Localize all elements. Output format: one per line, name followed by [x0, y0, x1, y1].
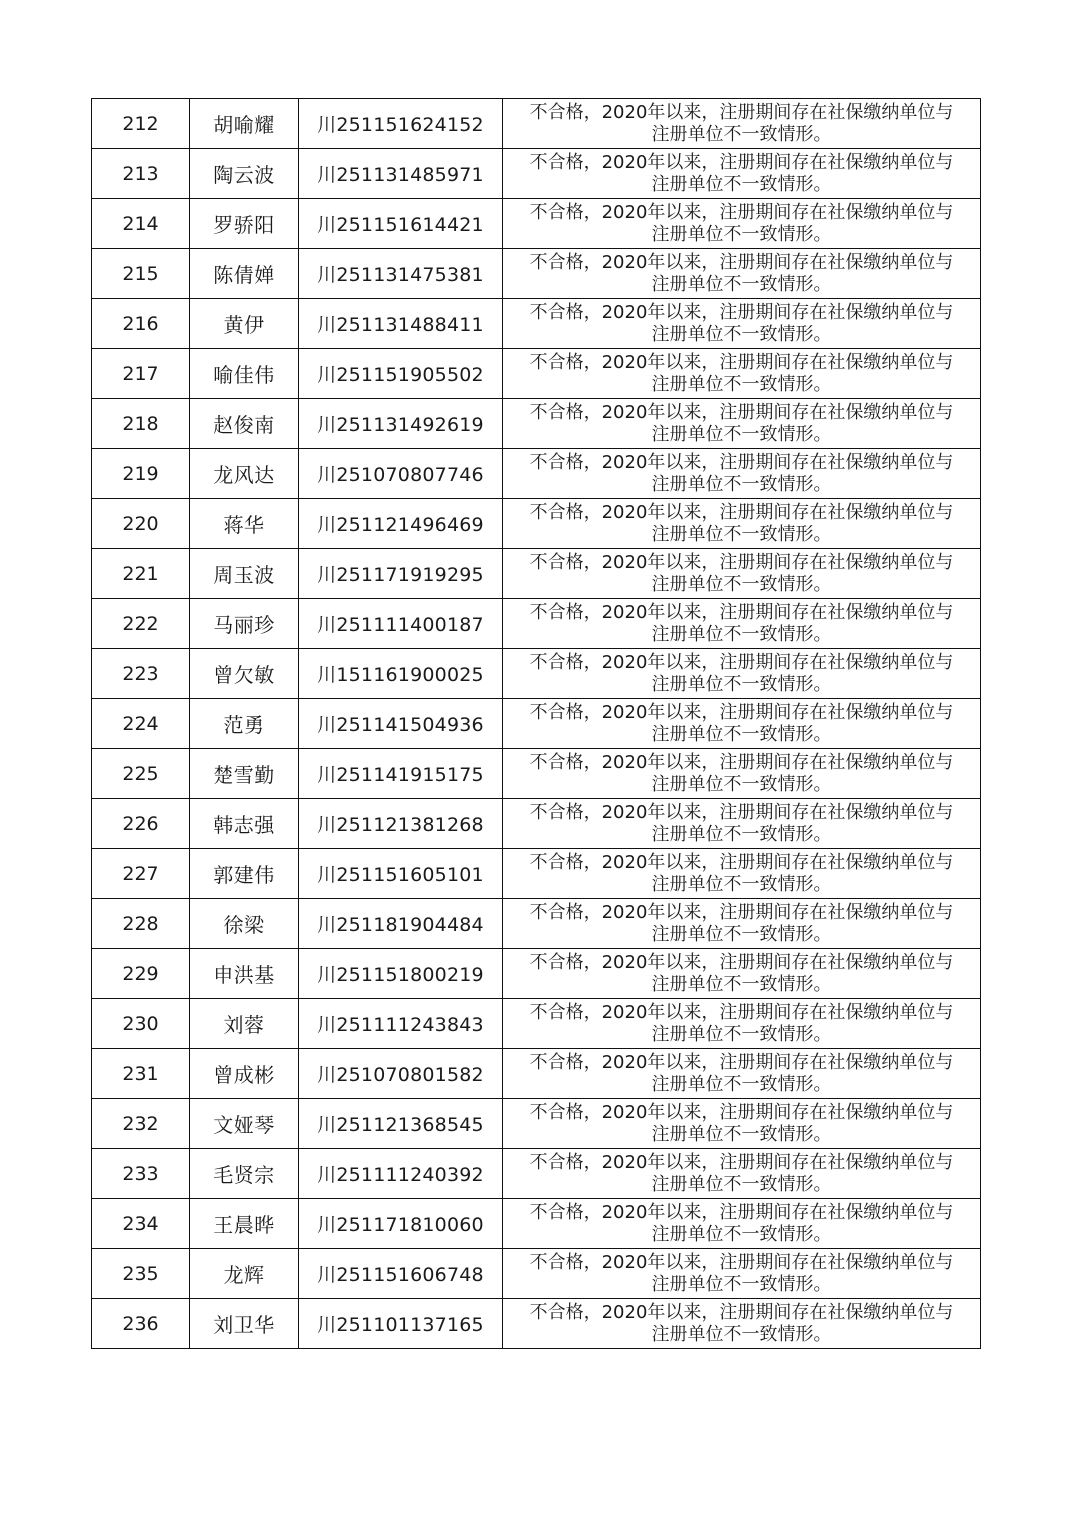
review-result-line-1: 不合格，2020年以来，注册期间存在社保缴纳单位与: [529, 1051, 954, 1073]
certificate-number: 川251131485971: [299, 149, 503, 199]
person-name: 陶云波: [190, 149, 299, 199]
row-number: 235: [92, 1249, 190, 1299]
review-result-line-1: 不合格，2020年以来，注册期间存在社保缴纳单位与: [529, 551, 954, 573]
review-result: [503, 649, 981, 699]
row-number: 214: [92, 199, 190, 249]
review-result: [503, 149, 981, 199]
table-row: [92, 899, 981, 949]
review-result-line-1: 不合格，2020年以来，注册期间存在社保缴纳单位与: [529, 1151, 954, 1173]
table-row: [92, 849, 981, 899]
person-name: 陈倩婵: [190, 249, 299, 299]
person-name: 罗骄阳: [190, 199, 299, 249]
review-result-line-2: 注册单位不一致情形。: [651, 923, 832, 945]
person-name: 龙辉: [190, 1249, 299, 1299]
review-result-line-2: 注册单位不一致情形。: [651, 1273, 832, 1295]
review-result-line-2: 注册单位不一致情形。: [651, 373, 832, 395]
review-result-line-1: 不合格，2020年以来，注册期间存在社保缴纳单位与: [529, 101, 954, 123]
certificate-number: 川251131475381: [299, 249, 503, 299]
table-row: [92, 1299, 981, 1349]
person-name: 申洪基: [190, 949, 299, 999]
certificate-number: 川251141504936: [299, 699, 503, 749]
review-result: [503, 849, 981, 899]
person-name: 刘蓉: [190, 999, 299, 1049]
person-name: 韩志强: [190, 799, 299, 849]
row-number: 216: [92, 299, 190, 349]
review-result-line-1: 不合格，2020年以来，注册期间存在社保缴纳单位与: [529, 401, 954, 423]
certificate-number: 川251121368545: [299, 1099, 503, 1149]
table-row: [92, 299, 981, 349]
row-number: 229: [92, 949, 190, 999]
table-row: [92, 99, 981, 149]
person-name: 龙风达: [190, 449, 299, 499]
person-name: 文娅琴: [190, 1099, 299, 1149]
person-name: 王晨晔: [190, 1199, 299, 1249]
review-result-line-2: 注册单位不一致情形。: [651, 673, 832, 695]
certificate-number: 川151161900025: [299, 649, 503, 699]
table-row: [92, 499, 981, 549]
review-result-line-2: 注册单位不一致情形。: [651, 473, 832, 495]
review-result-line-2: 注册单位不一致情形。: [651, 173, 832, 195]
review-result-line-2: 注册单位不一致情形。: [651, 723, 832, 745]
certificate-number: 川251111240392: [299, 1149, 503, 1199]
person-name: 蒋华: [190, 499, 299, 549]
person-name: 喻佳伟: [190, 349, 299, 399]
review-result-line-1: 不合格，2020年以来，注册期间存在社保缴纳单位与: [529, 901, 954, 923]
certificate-number: 川251171810060: [299, 1199, 503, 1249]
review-result: [503, 1099, 981, 1149]
review-result: [503, 499, 981, 549]
table-row: [92, 699, 981, 749]
review-result-line-2: 注册单位不一致情形。: [651, 1123, 832, 1145]
table-row: [92, 799, 981, 849]
review-result: [503, 99, 981, 149]
row-number: 212: [92, 99, 190, 149]
review-result-line-2: 注册单位不一致情形。: [651, 823, 832, 845]
review-result-line-1: 不合格，2020年以来，注册期间存在社保缴纳单位与: [529, 801, 954, 823]
row-number: 220: [92, 499, 190, 549]
review-result-line-2: 注册单位不一致情形。: [651, 273, 832, 295]
person-name: 曾成彬: [190, 1049, 299, 1099]
review-result-line-2: 注册单位不一致情形。: [651, 773, 832, 795]
person-name: 曾欠敏: [190, 649, 299, 699]
table-row: [92, 1149, 981, 1199]
review-result-line-2: 注册单位不一致情形。: [651, 1323, 832, 1345]
review-result-line-2: 注册单位不一致情形。: [651, 1023, 832, 1045]
review-result: [503, 1299, 981, 1349]
review-result-line-2: 注册单位不一致情形。: [651, 973, 832, 995]
review-result-line-1: 不合格，2020年以来，注册期间存在社保缴纳单位与: [529, 251, 954, 273]
review-result-line-1: 不合格，2020年以来，注册期间存在社保缴纳单位与: [529, 201, 954, 223]
review-result-line-2: 注册单位不一致情形。: [651, 323, 832, 345]
review-result: [503, 299, 981, 349]
person-name: 毛贤宗: [190, 1149, 299, 1199]
review-result: [503, 1149, 981, 1199]
certificate-number: 川251101137165: [299, 1299, 503, 1349]
certificate-number: 川251131488411: [299, 299, 503, 349]
review-result: [503, 549, 981, 599]
row-number: 226: [92, 799, 190, 849]
person-name: 郭建伟: [190, 849, 299, 899]
row-number: 236: [92, 1299, 190, 1349]
review-result-line-2: 注册单位不一致情形。: [651, 1223, 832, 1245]
review-result-line-2: 注册单位不一致情形。: [651, 623, 832, 645]
review-result-line-1: 不合格，2020年以来，注册期间存在社保缴纳单位与: [529, 301, 954, 323]
certificate-number: 川251111243843: [299, 999, 503, 1049]
review-result: [503, 999, 981, 1049]
row-number: 224: [92, 699, 190, 749]
table-row: [92, 349, 981, 399]
review-result: [503, 249, 981, 299]
review-result-line-1: 不合格，2020年以来，注册期间存在社保缴纳单位与: [529, 501, 954, 523]
review-result: [503, 349, 981, 399]
table-row: [92, 749, 981, 799]
certificate-number: 川251151905502: [299, 349, 503, 399]
person-name: 赵俊南: [190, 399, 299, 449]
table-row: [92, 649, 981, 699]
certificate-number: 川251151800219: [299, 949, 503, 999]
review-result-line-2: 注册单位不一致情形。: [651, 873, 832, 895]
person-name: 范勇: [190, 699, 299, 749]
table-row: [92, 549, 981, 599]
certificate-number: 川251151614421: [299, 199, 503, 249]
certificate-number: 川251121381268: [299, 799, 503, 849]
row-number: 231: [92, 1049, 190, 1099]
table-row: [92, 399, 981, 449]
table-row: [92, 949, 981, 999]
row-number: 213: [92, 149, 190, 199]
review-result-line-2: 注册单位不一致情形。: [651, 523, 832, 545]
certificate-number: 川251111400187: [299, 599, 503, 649]
certificate-number: 川251121496469: [299, 499, 503, 549]
person-name: 马丽珍: [190, 599, 299, 649]
review-result-line-1: 不合格，2020年以来，注册期间存在社保缴纳单位与: [529, 451, 954, 473]
table-row: [92, 1249, 981, 1299]
review-result-line-2: 注册单位不一致情形。: [651, 223, 832, 245]
table-row: [92, 449, 981, 499]
table-row: [92, 1049, 981, 1099]
review-result-line-1: 不合格，2020年以来，注册期间存在社保缴纳单位与: [529, 601, 954, 623]
row-number: 222: [92, 599, 190, 649]
row-number: 221: [92, 549, 190, 599]
review-result: [503, 399, 981, 449]
review-result-line-2: 注册单位不一致情形。: [651, 573, 832, 595]
review-result-line-2: 注册单位不一致情形。: [651, 423, 832, 445]
table-row: [92, 1099, 981, 1149]
review-result-line-1: 不合格，2020年以来，注册期间存在社保缴纳单位与: [529, 1251, 954, 1273]
review-result: [503, 1049, 981, 1099]
row-number: 228: [92, 899, 190, 949]
certificate-number: 川251181904484: [299, 899, 503, 949]
review-result-line-1: 不合格，2020年以来，注册期间存在社保缴纳单位与: [529, 1101, 954, 1123]
review-result-line-1: 不合格，2020年以来，注册期间存在社保缴纳单位与: [529, 1201, 954, 1223]
person-name: 刘卫华: [190, 1299, 299, 1349]
review-result: [503, 1249, 981, 1299]
table-row: [92, 199, 981, 249]
person-name: 徐梁: [190, 899, 299, 949]
review-result-line-1: 不合格，2020年以来，注册期间存在社保缴纳单位与: [529, 1001, 954, 1023]
review-result-line-2: 注册单位不一致情形。: [651, 1073, 832, 1095]
review-result-line-1: 不合格，2020年以来，注册期间存在社保缴纳单位与: [529, 851, 954, 873]
review-result: [503, 749, 981, 799]
review-result: [503, 799, 981, 849]
review-result-line-1: 不合格，2020年以来，注册期间存在社保缴纳单位与: [529, 351, 954, 373]
row-number: 234: [92, 1199, 190, 1249]
review-result: [503, 449, 981, 499]
person-name: 楚雪勤: [190, 749, 299, 799]
review-result: [503, 1199, 981, 1249]
review-result-line-2: 注册单位不一致情形。: [651, 123, 832, 145]
review-result-line-2: 注册单位不一致情形。: [651, 1173, 832, 1195]
row-number: 225: [92, 749, 190, 799]
row-number: 227: [92, 849, 190, 899]
person-name: 黄伊: [190, 299, 299, 349]
certificate-number: 川251151605101: [299, 849, 503, 899]
certificate-number: 川251070801582: [299, 1049, 503, 1099]
review-result-line-1: 不合格，2020年以来，注册期间存在社保缴纳单位与: [529, 651, 954, 673]
person-name: 周玉波: [190, 549, 299, 599]
row-number: 217: [92, 349, 190, 399]
row-number: 219: [92, 449, 190, 499]
certificate-number: 川251151606748: [299, 1249, 503, 1299]
certificate-number: 川251141915175: [299, 749, 503, 799]
certificate-number: 川251070807746: [299, 449, 503, 499]
table-row: [92, 249, 981, 299]
table-row: [92, 149, 981, 199]
certificate-number: 川251151624152: [299, 99, 503, 149]
row-number: 215: [92, 249, 190, 299]
review-result: [503, 199, 981, 249]
review-result: [503, 699, 981, 749]
table-row: [92, 999, 981, 1049]
row-number: 233: [92, 1149, 190, 1199]
review-result-line-1: 不合格，2020年以来，注册期间存在社保缴纳单位与: [529, 151, 954, 173]
certificate-number: 川251171919295: [299, 549, 503, 599]
review-result: [503, 899, 981, 949]
person-name: 胡喻耀: [190, 99, 299, 149]
review-result-line-1: 不合格，2020年以来，注册期间存在社保缴纳单位与: [529, 751, 954, 773]
results-table-body: [92, 99, 981, 1349]
results-table: [91, 98, 981, 1349]
review-result-line-1: 不合格，2020年以来，注册期间存在社保缴纳单位与: [529, 701, 954, 723]
review-result: [503, 599, 981, 649]
certificate-number: 川251131492619: [299, 399, 503, 449]
row-number: 232: [92, 1099, 190, 1149]
row-number: 230: [92, 999, 190, 1049]
table-row: [92, 1199, 981, 1249]
table-row: [92, 599, 981, 649]
review-result-line-1: 不合格，2020年以来，注册期间存在社保缴纳单位与: [529, 951, 954, 973]
review-result: [503, 949, 981, 999]
row-number: 218: [92, 399, 190, 449]
review-result-line-1: 不合格，2020年以来，注册期间存在社保缴纳单位与: [529, 1301, 954, 1323]
row-number: 223: [92, 649, 190, 699]
